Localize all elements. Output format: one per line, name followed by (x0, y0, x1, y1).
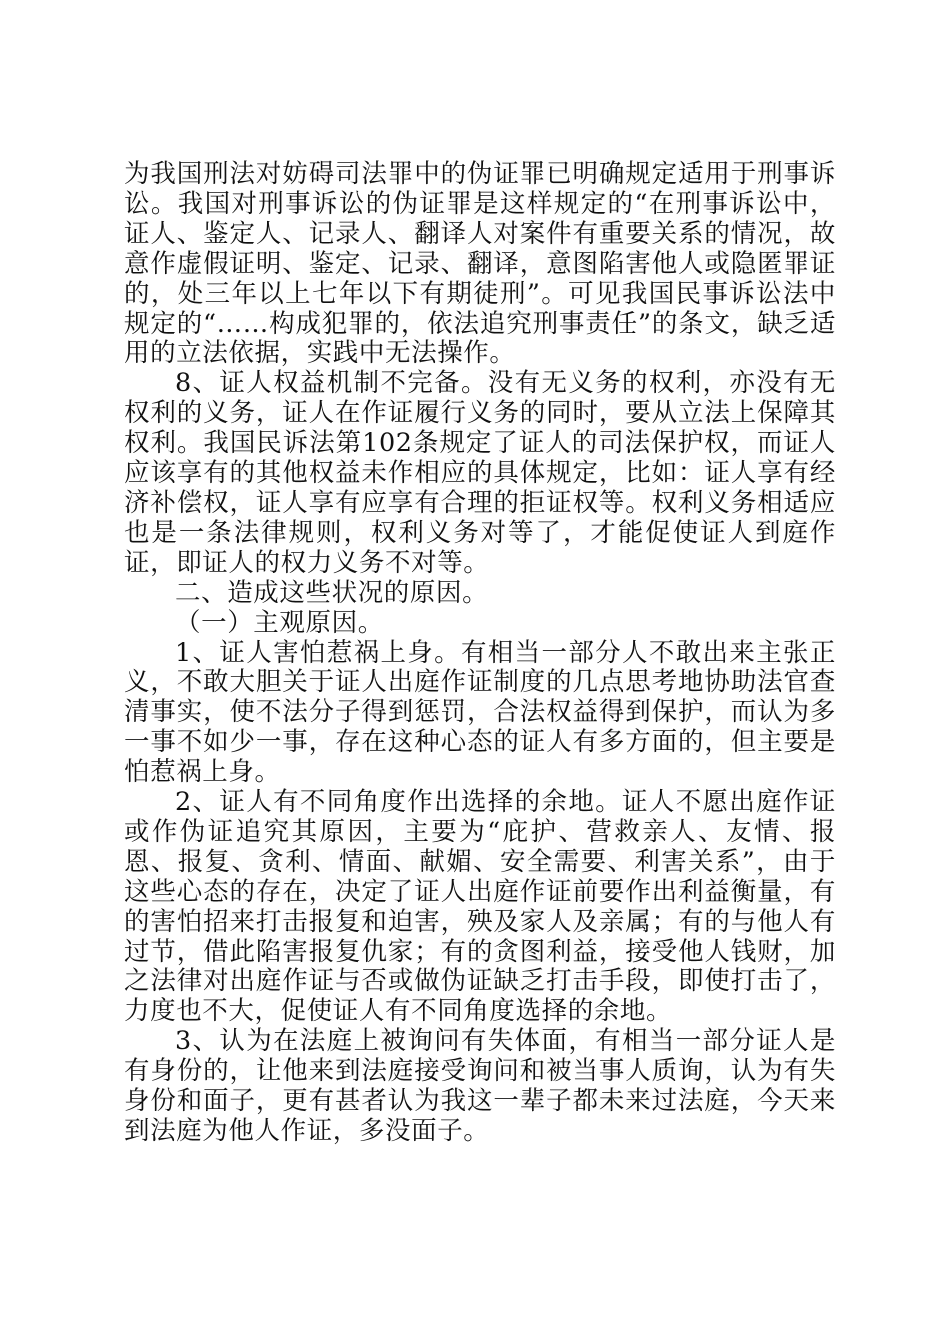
section-heading-causes: 二、造成这些状况的原因。 (175, 577, 489, 608)
subsection-heading-subjective: （一）主观原因。 (175, 607, 384, 638)
document-body (124, 160, 836, 1147)
paragraph-item-2: 2、证人有不同角度作出选择的余地。证人不愿出庭作证或作伪证追究其原因，主要为“庇护、营救亲人、友情、报恩、报复、贪利、情面、献媚、安全需要、利害关系”，由于这些心态的存在，决定了证人出庭作证前要作出利益衡量，有的害怕招来打击报复和迫害，殃及家人及亲属；有的与他人有过节，借此陷害报复仇家；有的贪图利益，接受他人钱财，加之法律对出庭作证与否或做伪证缺乏打击手段，即使打击了，力度也不大，促使证人有不同角度选择的余地。 (124, 787, 836, 1027)
paragraph-item-1: 1、证人害怕惹祸上身。有相当一部分人不敢出来主张正义，不敢大胆关于证人出庭作证制度的几点思考地协助法官查清事实，使不法分子得到惩罚，合法权益得到保护，而认为多一事不如少一事，存在这种心态的证人有多方面的，但主要是怕惹祸上身。 (124, 637, 836, 788)
paragraph-item-3: 3、认为在法庭上被询问有失体面，有相当一部分证人是有身份的，让他来到法庭接受询问和被当事人质询，认为有失身份和面子，更有甚者认为我这一辈子都未来过法庭，今天来到法庭为他人作证，多没面子。 (124, 1026, 836, 1146)
paragraph-continuation: 为我国刑法对妨碍司法罪中的伪证罪已明确规定适用于刑事诉讼。我国对刑事诉讼的伪证罪是这样规定的“在刑事诉讼中，证人、鉴定人、记录人、翻译人对案件有重要关系的情况，故意作虚假证明、鉴定、记录、翻译，意图陷害他人或隐匿罪证的，处三年以上七年以下有期徒刑”。可见我国民事诉讼法中规定的“……构成犯罪的，依法追究刑事责任”的条文，缺乏适用的立法依据，实践中无法操作。 (124, 159, 836, 369)
paragraph-item-8: 8、证人权益机制不完备。没有无义务的权利，亦没有无权利的义务，证人在作证履行义务的同时，要从立法上保障其权利。我国民诉法第102条规定了证人的司法保护权，而证人应该享有的其他权益未作相应的具体规定，比如：证人享有经济补偿权，证人享有应享有合理的拒证权等。权利义务相适应也是一条法律规则，权利义务对等了，才能促使证人到庭作证，即证人的权力义务不对等。 (124, 368, 836, 578)
